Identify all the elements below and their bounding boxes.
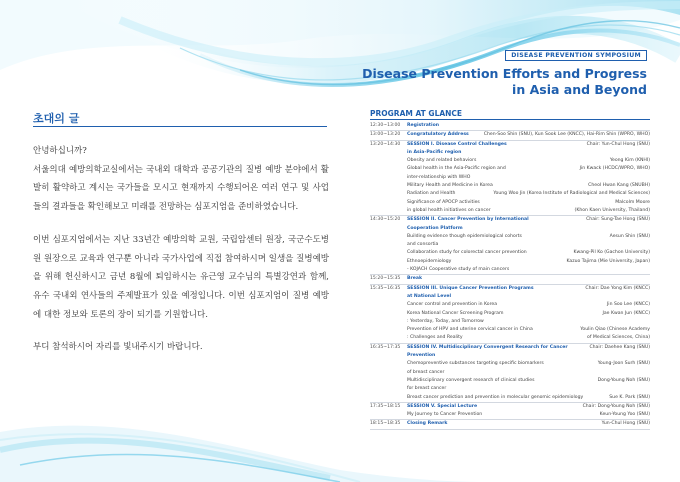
program-heading: PROGRAM AT GLANCE xyxy=(370,109,463,118)
entry-title: : Yesterday, Today, and Tomorrow xyxy=(407,318,484,324)
invitation-letter xyxy=(33,142,329,371)
entry-speaker xyxy=(647,149,650,157)
entry-title: Significance of APOCP activities xyxy=(407,199,480,205)
entry-title: SESSION V. Special Lecture xyxy=(407,403,478,409)
session-heading-line xyxy=(407,293,650,301)
entry-speaker xyxy=(647,293,650,301)
schedule-entries xyxy=(407,285,650,343)
entry-speaker xyxy=(647,275,650,283)
symposium-title xyxy=(362,66,647,98)
entry-speaker: of Medical Sciences, China) xyxy=(587,335,650,341)
session-heading-line xyxy=(407,420,650,428)
schedule-entries xyxy=(407,141,650,216)
schedule-time: 17:35~18:15 xyxy=(370,403,401,409)
schedule-time: 15:20~15:35 xyxy=(370,276,401,282)
schedule-row xyxy=(370,131,650,140)
entry-title: Building evidence though epidemiological cohorts xyxy=(407,233,522,239)
entry-title: SESSION I. Disease Control Challenges xyxy=(407,141,507,147)
talk-line xyxy=(407,377,650,385)
letter-paragraph-2: 이번 심포지엄에서는 지난 33년간 예방의학 교원, 국립암센터 원장, 국군수도병원 원장으로 교육과 연구뿐 아니라 국가사업에 직접 참여하시며 일생을 질병예방을 위해 헌신하시고 금년 8월에 퇴임하시는 유근영 교수님의 특별강연과 함께, 유수 국내외 연사들의 주제발표가 있을 예정입니다. 이번 심포지엄이 질병 예방에 대한 정보와 토론의 장이 되기를 기원합니다. xyxy=(33,234,329,320)
entry-title: and consortia xyxy=(407,242,439,248)
schedule-entries xyxy=(407,216,650,274)
talk-line xyxy=(407,241,650,249)
talk-line xyxy=(407,334,650,342)
entry-speaker: Jae Kwan Jun (KNCC) xyxy=(602,310,650,316)
entry-speaker: Aesun Shin (SNU) xyxy=(609,233,650,239)
entry-speaker: Yun-Chul Hong (SNU) xyxy=(601,421,650,427)
talk-line xyxy=(407,318,650,326)
symposium-badge: DISEASE PREVENTION SYMPOSIUM xyxy=(505,50,647,61)
entry-title: Registration xyxy=(407,123,440,128)
entry-title: My Journey to Cancer Prevention xyxy=(407,412,483,418)
entry-title: SESSION III. Unique Cancer Prevention Programs xyxy=(407,285,534,291)
schedule-row xyxy=(370,285,650,344)
schedule-time: 14:30~15:20 xyxy=(370,217,401,223)
talk-line xyxy=(407,301,650,309)
session-heading-line xyxy=(407,216,650,224)
entry-speaker: Young Woo Jin (Korea Institute of Radiological and Medical Sciences) xyxy=(493,191,650,197)
entry-title: Global health in the Asia-Pacific region and xyxy=(407,166,506,172)
entry-title: Ethnoepidemiology xyxy=(407,258,452,264)
entry-speaker: Kazuo Tajima (Mie University, Japan) xyxy=(566,258,650,264)
entry-title: Cooperation Platform xyxy=(407,225,463,231)
title-line-1: Disease Prevention Efforts and Progress xyxy=(362,66,647,81)
entry-speaker xyxy=(647,352,650,360)
schedule-time: 18:15~18:35 xyxy=(370,421,401,427)
schedule-row xyxy=(370,275,650,284)
entry-speaker xyxy=(647,225,650,233)
talk-line xyxy=(407,199,650,207)
session-heading-line xyxy=(407,225,650,233)
talk-line xyxy=(407,258,650,266)
session-heading-line xyxy=(407,131,650,139)
program-divider xyxy=(370,119,650,120)
entry-title: Collaboration study for colorectal cancer prevention xyxy=(407,250,527,256)
schedule-entries xyxy=(407,275,650,283)
entry-title: Breast cancer prediction and prevention in molecular genomic epidemiology xyxy=(407,394,584,400)
session-heading-line xyxy=(407,122,650,130)
entry-speaker: Malcolm Moore xyxy=(615,199,650,205)
letter-paragraph-1: 안녕하십니까? 서울의대 예방의학교실에서는 국내외 대학과 공공기관의 질병 예방 분야에서 활발히 활약하고 계시는 국가들을 모시고 현재까지 수행되어온 여러 연구 및 사업들의 결과들을 확인해보고 미래를 전망하는 심포지엄을 준비하였습니다. xyxy=(33,146,329,213)
entry-title: Multidisciplinary convergent research of clinical studies xyxy=(407,377,535,383)
program-page xyxy=(340,0,680,482)
schedule-time: 13:20~14:30 xyxy=(370,141,401,147)
entry-speaker: Young-Joon Surh (SNU) xyxy=(597,361,650,367)
talk-line xyxy=(407,326,650,334)
schedule-time: 16:35~17:35 xyxy=(370,344,401,350)
talk-line xyxy=(407,360,650,368)
entry-speaker: Chair: Daehee Kang (SNU) xyxy=(589,344,650,350)
schedule-entries xyxy=(407,122,650,130)
entry-title: Prevention of HPV and uterine cervical cancer in China xyxy=(407,327,533,333)
entry-speaker: Sue K. Park (SNU) xyxy=(609,394,650,400)
session-heading-line xyxy=(407,344,650,352)
entry-speaker: Chen-Soo Shin (SNU), Kun Sook Lee (KNCC), Hai-Rim Shin (WPRO, WHO) xyxy=(483,132,650,138)
entry-speaker: Chair: Yun-Chul Hong (SNU) xyxy=(586,141,650,147)
title-line-2: in Asia and Beyond xyxy=(512,82,647,97)
entry-title: Radiation and Health xyxy=(407,191,456,197)
entry-speaker: Youlin Qiao (Chinese Academy xyxy=(580,327,650,333)
entry-title: Military Health and Medicine in Korea xyxy=(407,183,493,189)
schedule-row xyxy=(370,216,650,275)
entry-title: - KOJACH Cooperative study of main cancers xyxy=(407,267,510,273)
entry-speaker: Chair: Dae Yong Kim (KNCC) xyxy=(585,285,650,291)
entry-speaker: Kwang-Pil Ko (Gachon University) xyxy=(573,250,650,256)
schedule-row xyxy=(370,122,650,131)
talk-line xyxy=(407,249,650,257)
session-heading-line xyxy=(407,352,650,360)
session-heading-line xyxy=(407,275,650,283)
schedule-row xyxy=(370,141,650,217)
entry-title: inter-relationship with WHO xyxy=(407,174,471,180)
entry-title: Cancer control and prevention in Korea xyxy=(407,302,498,308)
entry-title: SESSION II. Cancer Prevention by International xyxy=(407,217,529,223)
session-heading-line xyxy=(407,285,650,293)
entry-speaker xyxy=(647,318,650,326)
entry-speaker: Keun-Young Yoo (SNU) xyxy=(599,412,650,418)
entry-speaker xyxy=(647,174,650,182)
schedule-entries xyxy=(407,131,650,139)
entry-title: Obesity and related behaviors xyxy=(407,158,477,164)
session-heading-line xyxy=(407,149,650,157)
entry-speaker: Chair: Sung-Tae Hong (SNU) xyxy=(586,217,650,223)
schedule-entries xyxy=(407,403,650,420)
schedule-time: 12:30~13:00 xyxy=(370,123,401,128)
entry-title: SESSION IV. Multidisciplinary Convergent Research for Cancer xyxy=(407,344,568,350)
entry-title: of breast cancer xyxy=(407,369,445,375)
talk-line xyxy=(407,157,650,165)
entry-speaker xyxy=(647,122,650,130)
talk-line xyxy=(407,207,650,215)
entry-speaker: Jin Kwack (HCDC/WPRO, WHO) xyxy=(579,166,650,172)
entry-speaker xyxy=(647,385,650,393)
talk-line xyxy=(407,174,650,182)
entry-title: Closing Remark xyxy=(407,421,448,427)
entry-title: Congratulatory Address xyxy=(407,132,469,138)
session-heading-line xyxy=(407,403,650,411)
entry-title: Korea National Cancer Screening Program xyxy=(407,310,504,316)
entry-speaker xyxy=(647,266,650,274)
title-divider xyxy=(33,126,327,127)
entry-speaker xyxy=(647,241,650,249)
talk-line xyxy=(407,165,650,173)
invitation-title: 초대의 글 xyxy=(33,112,80,125)
talk-line xyxy=(407,369,650,377)
schedule-row xyxy=(370,403,650,421)
schedule-row xyxy=(370,420,650,429)
entry-title: in global health initiatives on cancer xyxy=(407,207,491,213)
talk-line xyxy=(407,411,650,419)
entry-speaker: Jin Soo Lee (KNCC) xyxy=(606,302,650,308)
talk-line xyxy=(407,385,650,393)
entry-title: : Challenges and Reality xyxy=(407,335,463,341)
schedule-time: 13:00~13:20 xyxy=(370,132,401,138)
entry-speaker: Yeong Kim (KNHI) xyxy=(609,158,650,164)
schedule-entries xyxy=(407,420,650,428)
talk-line xyxy=(407,310,650,318)
session-heading-line xyxy=(407,141,650,149)
talk-line xyxy=(407,233,650,241)
entry-speaker: Chair: Dong-Young Noh (SNU) xyxy=(582,403,650,409)
schedule-row xyxy=(370,344,650,403)
entry-title: at National Level xyxy=(407,293,452,299)
program-schedule xyxy=(370,122,650,430)
entry-title: in Asia-Pacific region xyxy=(407,149,462,155)
entry-speaker: Cheol Hwan Kang (SNUBH) xyxy=(588,183,650,189)
talk-line xyxy=(407,182,650,190)
schedule-entries xyxy=(407,344,650,402)
entry-speaker: (Khon Kaen University, Thailand) xyxy=(574,207,650,213)
entry-speaker xyxy=(647,369,650,377)
letter-paragraph-3: 부디 참석하시어 자리를 빛내주시기 바랍니다. xyxy=(33,342,203,353)
entry-title: Break xyxy=(407,276,423,282)
entry-title: Prevention xyxy=(407,353,436,359)
entry-title: Chemopreventive substances targeting specific biomarkers xyxy=(407,361,544,367)
talk-line xyxy=(407,394,650,402)
talk-line xyxy=(407,266,650,274)
schedule-time: 15:35~16:35 xyxy=(370,285,401,291)
entry-speaker: Dong-Young Noh (SNU) xyxy=(597,377,650,383)
entry-title: for breast cancer xyxy=(407,386,447,392)
talk-line xyxy=(407,190,650,198)
